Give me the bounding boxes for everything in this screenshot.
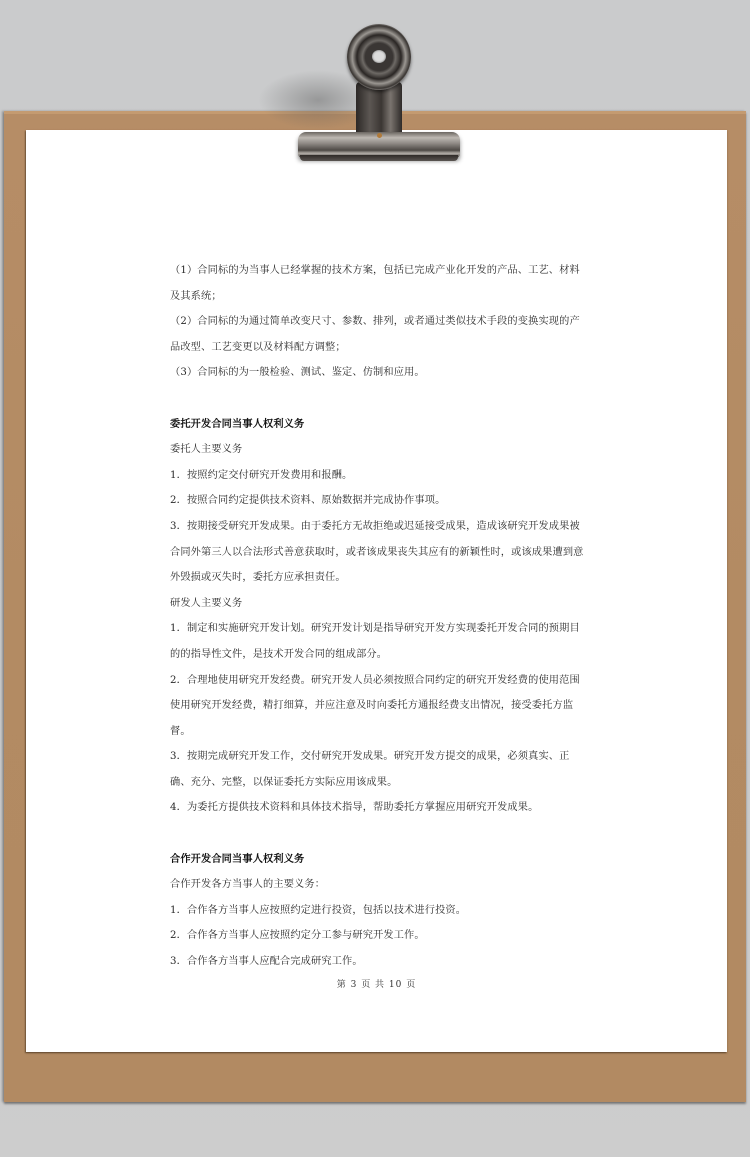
subheading-developer-obligations: 研发人主要义务 <box>170 597 243 609</box>
intro-paragraph-3: （3）合同标的为一般检验、测试、鉴定、仿制和应用。 <box>170 367 425 379</box>
subheading-client-obligations: 委托人主要义务 <box>170 444 243 456</box>
list-item: 1．按照约定交付研究开发费用和报酬。 <box>170 469 353 481</box>
list-item: 2．合作各方当事人应按照约定分工参与研究开发工作。 <box>170 930 425 942</box>
page-number-footer: 第 3 页 共 10 页 <box>336 980 417 990</box>
document-body <box>170 258 590 975</box>
list-item: 2．合理地使用研究开发经费。研究开发人员必须按照合同约定的研究开发经费的使用范围使用研究开发经费，精打细算，并应注意及时向委托方通报经费支出情况，接受委托方监督。 <box>170 674 580 737</box>
intro-paragraph-1: （1）合同标的为当事人已经掌握的技术方案，包括已完成产业化开发的产品、工艺、材料及其系统； <box>170 265 580 302</box>
list-item: 3．按期接受研究开发成果。由于委托方无故拒绝或迟延接受成果，造成该研究开发成果被合同外第三人以合法形式善意获取时，或者该成果丧失其应有的新颖性时，或该成果遭到意外毁损或灭失时，委托方应承担责任。 <box>170 520 584 584</box>
section-heading-cooperative-development: 合作开发合同当事人权利义务 <box>170 852 305 865</box>
intro-paragraph-2: （2）合同标的为通过简单改变尺寸、参数、排列，或者通过类似技术手段的变换实现的产品改型、工艺变更以及材料配方调整； <box>170 316 580 353</box>
section-heading-commissioned-development: 委托开发合同当事人权利义务 <box>170 417 305 430</box>
list-item: 3．按期完成研究开发工作，交付研究开发成果。研究开发方提交的成果，必须真实、正确、充分、完整，以保证委托方实际应用该成果。 <box>170 751 570 788</box>
list-item: 4．为委托方提供技术资料和具体技术指导，帮助委托方掌握应用研究开发成果。 <box>170 802 539 814</box>
subheading-party-obligations: 合作开发各方当事人的主要义务： <box>170 879 326 891</box>
clip-hole <box>372 50 386 63</box>
list-item: 1．合作各方当事人应按照约定进行投资，包括以技术进行投资。 <box>170 904 467 916</box>
document-page <box>26 130 727 1052</box>
clip-ring <box>347 24 411 90</box>
list-item: 2．按照合同约定提供技术资料、原始数据并完成协作事项。 <box>170 495 446 507</box>
list-item: 3．合作各方当事人应配合完成研究工作。 <box>170 956 363 968</box>
list-item: 1．制定和实施研究开发计划。研究开发计划是指导研究开发方实现委托开发合同的预期目的的指导性文件，是技术开发合同的组成部分。 <box>170 623 580 660</box>
spacer <box>170 386 590 412</box>
spacer <box>170 821 590 847</box>
